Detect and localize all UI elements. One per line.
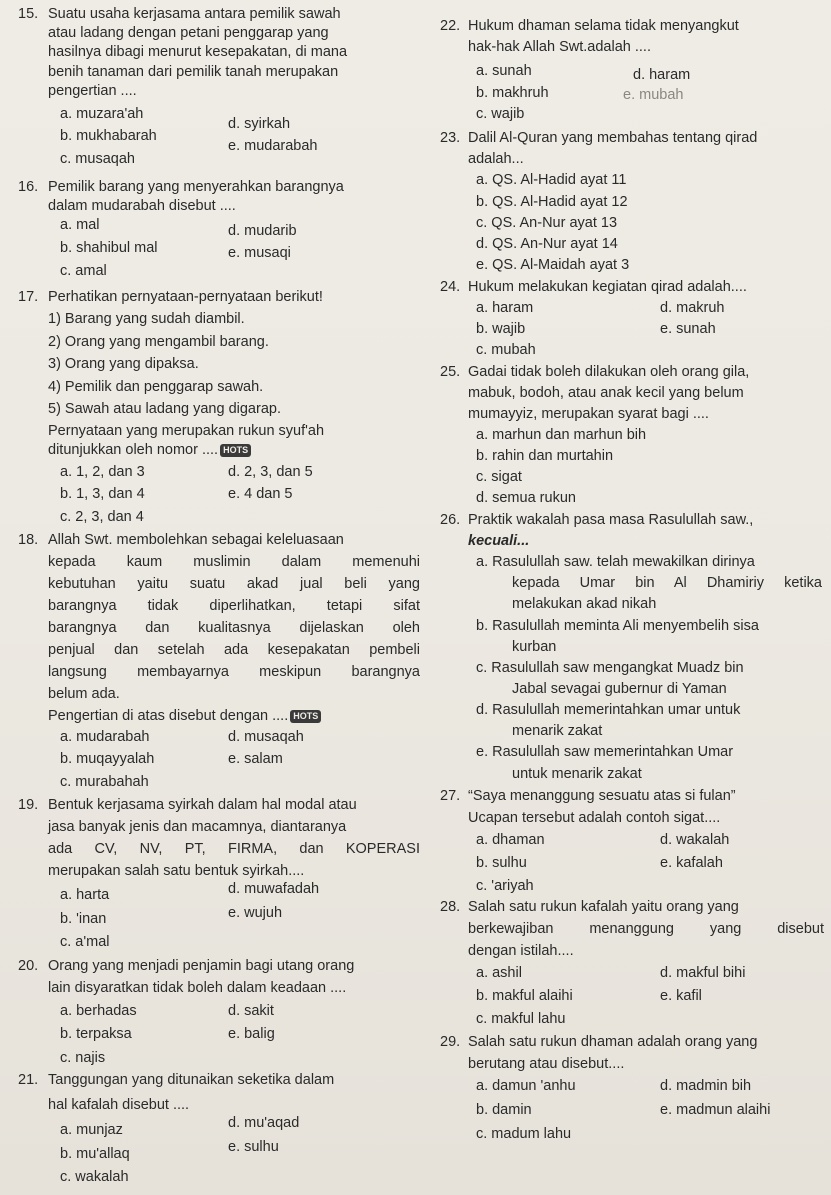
question-text (48, 441, 251, 459)
option-c[interactable]: c. makful lahu (476, 1011, 566, 1027)
option-a[interactable]: a. ashil (476, 965, 522, 981)
question-text (48, 707, 321, 725)
question-number: 27. (440, 788, 461, 804)
question-text: atau ladang dengan petani penggarap yang (48, 25, 329, 41)
option-d[interactable]: d. semua rukun (476, 490, 576, 506)
option-c[interactable]: c. 2, 3, dan 4 (60, 509, 144, 525)
question-text: merupakan salah satu bentuk syirkah.... (48, 863, 305, 879)
option-e[interactable]: e. balig (228, 1026, 275, 1042)
question-text: Dalil Al-Quran yang membahas tentang qirad (468, 130, 758, 146)
question-number: 16. (18, 179, 39, 195)
question-text: mabuk, bodoh, atau anak kecil yang belum (468, 385, 744, 401)
option-e-text: untuk menarik zakat (512, 766, 642, 782)
question-text: dengan istilah.... (468, 943, 574, 959)
option-b[interactable]: b. rahin dan murtahin (476, 448, 614, 464)
question-number: 17. (18, 289, 39, 305)
option-b[interactable]: b. damin (476, 1102, 532, 1118)
option-b[interactable]: b. makhruh (476, 85, 549, 101)
question-text: Bentuk kerjasama syirkah dalam hal modal atau (48, 797, 357, 813)
question-text: Perhatikan pernyataan-pernyataan berikut! (48, 289, 323, 305)
option-a[interactable]: a. munjaz (60, 1122, 123, 1138)
option-c[interactable]: c. najis (60, 1050, 106, 1066)
option-e[interactable]: e. kafalah (660, 855, 723, 871)
option-e[interactable]: e. madmun alaihi (660, 1102, 771, 1118)
option-b[interactable]: b. QS. Al-Hadid ayat 12 (476, 194, 628, 210)
option-c[interactable]: c. wakalah (60, 1169, 129, 1185)
option-d[interactable]: d. makful bihi (660, 965, 746, 981)
question-text: kecuali... (468, 533, 530, 549)
question-text: langsung membayarnya meskipun barangnya (48, 664, 420, 680)
question-number: 24. (440, 279, 461, 295)
question-text: Tanggungan yang ditunaikan seketika dalam (48, 1072, 335, 1088)
option-a[interactable]: a. haram (476, 300, 534, 316)
question-text: Salah satu rukun dhaman adalah orang yang (468, 1034, 758, 1050)
option-a[interactable]: a. 1, 2, dan 3 (60, 464, 145, 480)
question-text: barangnya tidak diperlihatkan, tetapi sifat (48, 598, 420, 614)
question-text: hak-hak Allah Swt.adalah .... (468, 39, 651, 55)
question-text-end: Pengertian di atas disebut dengan .... (48, 708, 289, 724)
statement-item: 3) Orang yang dipaksa. (48, 356, 199, 372)
option-b[interactable]: b. wajib (476, 321, 526, 337)
option-a[interactable]: a. sunah (476, 63, 532, 79)
option-a[interactable]: a. berhadas (60, 1003, 137, 1019)
option-d[interactable]: d. mudarib (228, 223, 297, 239)
question-text: kepada kaum muslimin dalam memenuhi (48, 554, 420, 570)
question-text: hasilnya dibagi menurut kesepakatan, di mana (48, 44, 348, 60)
option-c[interactable]: c. murabahah (60, 774, 149, 790)
question-text: barangnya dan kualitasnya dijelaskan oleh (48, 620, 420, 636)
option-c-text: Jabal sevagai gubernur di Yaman (512, 681, 727, 697)
option-e[interactable]: e. Rasulullah saw memerintahkan Umar (476, 744, 734, 760)
option-b[interactable]: b. terpaksa (60, 1026, 132, 1042)
option-b[interactable]: b. makful alaihi (476, 988, 573, 1004)
option-d[interactable]: d. musaqah (228, 729, 304, 745)
option-c[interactable]: c. madum lahu (476, 1126, 572, 1142)
option-b[interactable]: b. 'inan (60, 911, 107, 927)
question-number: 20. (18, 958, 39, 974)
option-d[interactable]: d. haram (633, 67, 691, 83)
option-e[interactable]: e. kafil (660, 988, 702, 1004)
option-b-text: kurban (512, 639, 557, 655)
question-number: 21. (18, 1072, 39, 1088)
option-a[interactable]: a. dhaman (476, 832, 545, 848)
question-text: hal kafalah disebut .... (48, 1097, 190, 1113)
option-d[interactable]: d. wakalah (660, 832, 730, 848)
statement-item: 2) Orang yang mengambil barang. (48, 334, 269, 350)
option-a[interactable]: a. damun 'anhu (476, 1078, 576, 1094)
question-text: “Saya menanggung sesuatu atas si fulan” (468, 788, 736, 804)
option-a[interactable]: a. marhun dan marhun bih (476, 427, 647, 443)
question-text: Salah satu rukun kafalah yaitu orang yang (468, 899, 739, 915)
option-b[interactable]: b. Rasulullah meminta Ali menyembelih sisa (476, 618, 759, 634)
option-e[interactable]: e. sunah (660, 321, 716, 337)
question-number: 22. (440, 18, 461, 34)
option-c[interactable]: c. 'ariyah (476, 878, 534, 894)
option-e[interactable]: e. QS. Al-Maidah ayat 3 (476, 257, 630, 273)
question-number: 23. (440, 130, 461, 146)
question-text: Pemilik barang yang menyerahkan barangnya (48, 179, 344, 195)
option-b[interactable]: b. 1, 3, dan 4 (60, 486, 145, 502)
option-e[interactable]: e. 4 dan 5 (228, 486, 293, 502)
option-a[interactable]: a. mal (60, 217, 100, 233)
question-text: Praktik wakalah pasa masa Rasulullah saw., (468, 512, 754, 528)
question-text: ada CV, NV, PT, FIRMA, dan KOPERASI (48, 841, 420, 857)
option-c[interactable]: c. Rasulullah saw mengangkat Muadz bin (476, 660, 744, 676)
option-a[interactable]: a. harta (60, 887, 110, 903)
option-d[interactable]: d. Rasulullah memerintahkan umar untuk (476, 702, 741, 718)
option-c[interactable]: c. wajib (476, 106, 525, 122)
option-e[interactable]: e. musaqi (228, 245, 291, 261)
question-text: kebutuhan yaitu suatu akad jual beli yang (48, 576, 420, 592)
option-e[interactable]: e. mubah (623, 87, 684, 103)
question-text: Suatu usaha kerjasama antara pemilik sawah (48, 6, 341, 22)
question-number: 29. (440, 1034, 461, 1050)
question-text: belum ada. (48, 686, 120, 702)
option-c[interactable]: c. QS. An-Nur ayat 13 (476, 215, 618, 231)
option-c[interactable]: c. amal (60, 263, 107, 279)
option-c[interactable]: c. a'mal (60, 934, 110, 950)
question-number: 26. (440, 512, 461, 528)
question-text: dalam mudarabah disebut .... (48, 198, 236, 214)
question-number: 25. (440, 364, 461, 380)
question-number: 19. (18, 797, 39, 813)
option-b[interactable]: b. muqayyalah (60, 751, 155, 767)
question-text: pengertian .... (48, 83, 137, 99)
option-d[interactable]: d. makruh (660, 300, 725, 316)
option-e[interactable]: e. sulhu (228, 1139, 279, 1155)
option-b[interactable]: b. mu'allaq (60, 1146, 130, 1162)
question-number: 15. (18, 6, 39, 22)
option-a[interactable]: a. muzara'ah (60, 106, 144, 122)
option-d[interactable]: d. 2, 3, dan 5 (228, 464, 313, 480)
question-number: 18. (18, 532, 39, 548)
question-number: 28. (440, 899, 461, 915)
question-text: Hukum dhaman selama tidak menyangkut (468, 18, 739, 34)
option-d[interactable]: d. muwafadah (228, 881, 320, 897)
question-text: berkewajiban menanggung yang disebut (468, 921, 824, 937)
statement-item: 4) Pemilik dan penggarap sawah. (48, 379, 264, 395)
option-c[interactable]: c. musaqah (60, 151, 135, 167)
option-a-text: kepada Umar bin Al Dhamiriy ketika (512, 575, 822, 591)
question-text: penjual dan setelah ada kesepakatan pembeli (48, 642, 420, 658)
question-text: Ucapan tersebut adalah contoh sigat.... (468, 810, 721, 826)
hots-badge: HOTS (220, 444, 251, 457)
question-text: lain disyaratkan tidak boleh dalam keadaan .... (48, 980, 347, 996)
question-text: berutang atau disebut.... (468, 1056, 625, 1072)
question-text: Orang yang menjadi penjamin bagi utang orang (48, 958, 355, 974)
question-text: Allah Swt. membolehkan sebagai keleluasaan (48, 532, 344, 548)
question-text: Gadai tidak boleh dilakukan oleh orang gila, (468, 364, 750, 380)
option-d[interactable]: d. madmin bih (660, 1078, 752, 1094)
option-b[interactable]: b. shahibul mal (60, 240, 158, 256)
statement-item: 5) Sawah atau ladang yang digarap. (48, 401, 281, 417)
question-text: adalah... (468, 151, 524, 167)
option-e[interactable]: e. salam (228, 751, 283, 767)
option-b[interactable]: b. sulhu (476, 855, 527, 871)
option-d[interactable]: d. mu'aqad (228, 1115, 300, 1131)
question-text-end: ditunjukkan oleh nomor .... (48, 442, 219, 458)
question-text: mumayyiz, merupakan syarat bagi .... (468, 406, 709, 422)
option-c[interactable]: c. sigat (476, 469, 522, 485)
option-a[interactable]: a. QS. Al-Hadid ayat 11 (476, 172, 627, 188)
option-a[interactable]: a. mudarabah (60, 729, 150, 745)
option-a[interactable]: a. Rasulullah saw. telah mewakilkan dirinya (476, 554, 755, 570)
statement-item: 1) Barang yang sudah diambil. (48, 311, 245, 327)
option-a-text: melakukan akad nikah (512, 596, 657, 612)
option-d[interactable]: d. syirkah (228, 116, 291, 132)
option-e[interactable]: e. mudarabah (228, 138, 318, 154)
option-c[interactable]: c. mubah (476, 342, 536, 358)
option-b[interactable]: b. mukhabarah (60, 128, 157, 144)
option-d[interactable]: d. sakit (228, 1003, 274, 1019)
question-text: jasa banyak jenis dan macamnya, diantaranya (48, 819, 347, 835)
option-e[interactable]: e. wujuh (228, 905, 283, 921)
question-text: Hukum melakukan kegiatan qirad adalah.... (468, 279, 747, 295)
option-d-text: menarik zakat (512, 723, 603, 739)
hots-badge: HOTS (290, 710, 321, 723)
option-d[interactable]: d. QS. An-Nur ayat 14 (476, 236, 618, 252)
question-text: Pernyataan yang merupakan rukun syuf'ah (48, 423, 325, 439)
question-text: benih tanaman dari pemilik tanah merupakan (48, 64, 339, 80)
